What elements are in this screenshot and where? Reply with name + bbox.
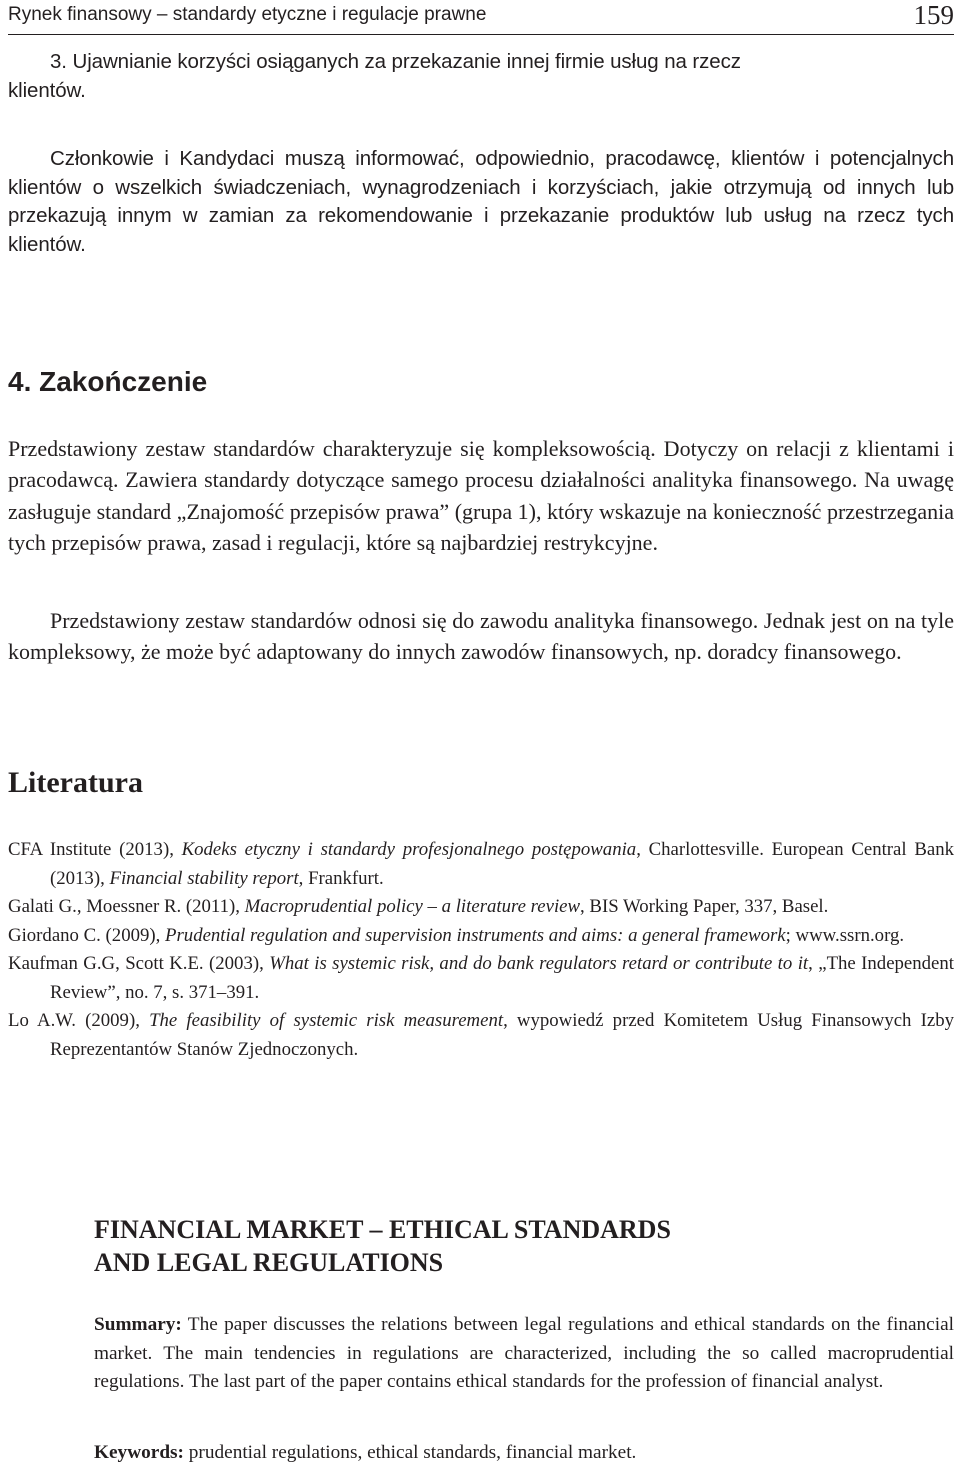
running-title: Rynek finansowy – standardy etyczne i regulacje prawne <box>8 4 487 25</box>
reference-title: Macroprudential policy – a literature review <box>244 896 581 917</box>
literature-heading: Literatura <box>8 766 143 799</box>
reference-title: Kodeks etyczny i standardy profesjonalnego postępowania <box>181 839 637 860</box>
english-title-line2: AND LEGAL REGULATIONS <box>94 1248 444 1277</box>
reference-title: Financial stability report <box>109 867 299 889</box>
summary-text: The paper discusses the relations between legal regulations and ethical standards on the financial market. The main tendencies in regulations are characterized, including the so called macroprudential regulations. The last part of the paper contains ethical standards for the profession of financial analyst. <box>94 1314 954 1392</box>
reference-text: ; www.ssrn.org. <box>785 924 905 946</box>
reference-title: What is systemic risk, and do bank regulators retard or contribute to it <box>269 953 809 974</box>
reference-text: , BIS Working Paper, 337, Basel. <box>580 896 829 917</box>
reference-text: CFA Institute (2013), <box>8 839 182 860</box>
reference-text: Galati G., Moessner R. (2011), <box>8 896 245 917</box>
summary-paragraph <box>94 1311 954 1397</box>
summary-label: Summary: <box>94 1314 182 1335</box>
reference-item <box>8 893 954 922</box>
page-number: 159 <box>913 0 954 30</box>
english-title-line1: FINANCIAL MARKET – ETHICAL STANDARDS <box>94 1215 671 1244</box>
reference-item <box>8 1007 954 1064</box>
keywords-label: Keywords: <box>94 1442 184 1463</box>
reference-item <box>8 836 954 893</box>
reference-text: , „The Independent Review”, no. 7, s. 371–391. <box>50 953 954 1003</box>
reference-title: The feasibility of systemic risk measurement <box>149 1010 504 1031</box>
reference-text: Kaufman G.G, Scott K.E. (2003), <box>8 953 270 974</box>
section-4-heading: 4. Zakończenie <box>8 366 208 397</box>
reference-title: Prudential regulation and supervision instruments and aims: a general framework <box>165 924 786 946</box>
keywords-text: prudential regulations, ethical standards, financial market. <box>183 1442 637 1463</box>
reference-list <box>8 836 954 1064</box>
reference-item <box>8 950 954 1007</box>
reference-text: , Charlottesville. European Central Bank (2013), <box>50 839 954 889</box>
section-3-heading-line1: 3. Ujawnianie korzyści osiąganych za przekazanie innej firmie usług na rzecz <box>50 50 741 73</box>
section-3-heading <box>8 48 954 105</box>
running-header <box>8 0 954 35</box>
section-3-paragraph: Członkowie i Kandydaci muszą informować, odpowiednio, pracodawcę, klientów i potencjalnych klientów o wszelkich świadczeniach, wynagrodzeniach i korzyściach, jakie otrzymują od innych lub przekazują innym w zamian za rekomendowanie i przekazanie produktów lub usług na rzecz tych klientów. <box>8 147 954 256</box>
conclusion-paragraph-2: Przedstawiony zestaw standardów odnosi się do zawodu analityka finansowego. Jednak jest on na tyle kompleksowy, że może być adaptowany do innych zawodów finansowych, np. doradcy finansowego. <box>8 608 954 665</box>
reference-text: , Frankfurt. <box>298 867 384 889</box>
reference-text: Lo A.W. (2009), <box>8 1010 150 1031</box>
reference-text: , wypowiedź przed Komitetem Usług Finansowych Izby Reprezentantów Stanów Zjednoczonych. <box>50 1010 954 1060</box>
section-3-heading-line2: klientów. <box>8 78 86 102</box>
english-title <box>94 1213 671 1279</box>
reference-item <box>8 922 954 951</box>
conclusion-paragraph-1: Przedstawiony zestaw standardów charakteryzuje się kompleksowością. Dotyczy on relacji z klientami i pracodawcą. Zawiera standardy dotyczące samego procesu działalności analityka finansowego. Na uwagę zasługuje standard „Znajomość przepisów prawa” (grupa 1), który wskazuje na konieczność przestrzegania tych przepisów prawa, zasad i regulacji, które są najbardziej restrykcyjne. <box>8 436 954 555</box>
keywords-line <box>94 1439 954 1467</box>
reference-text: Giordano C. (2009), <box>8 924 166 946</box>
